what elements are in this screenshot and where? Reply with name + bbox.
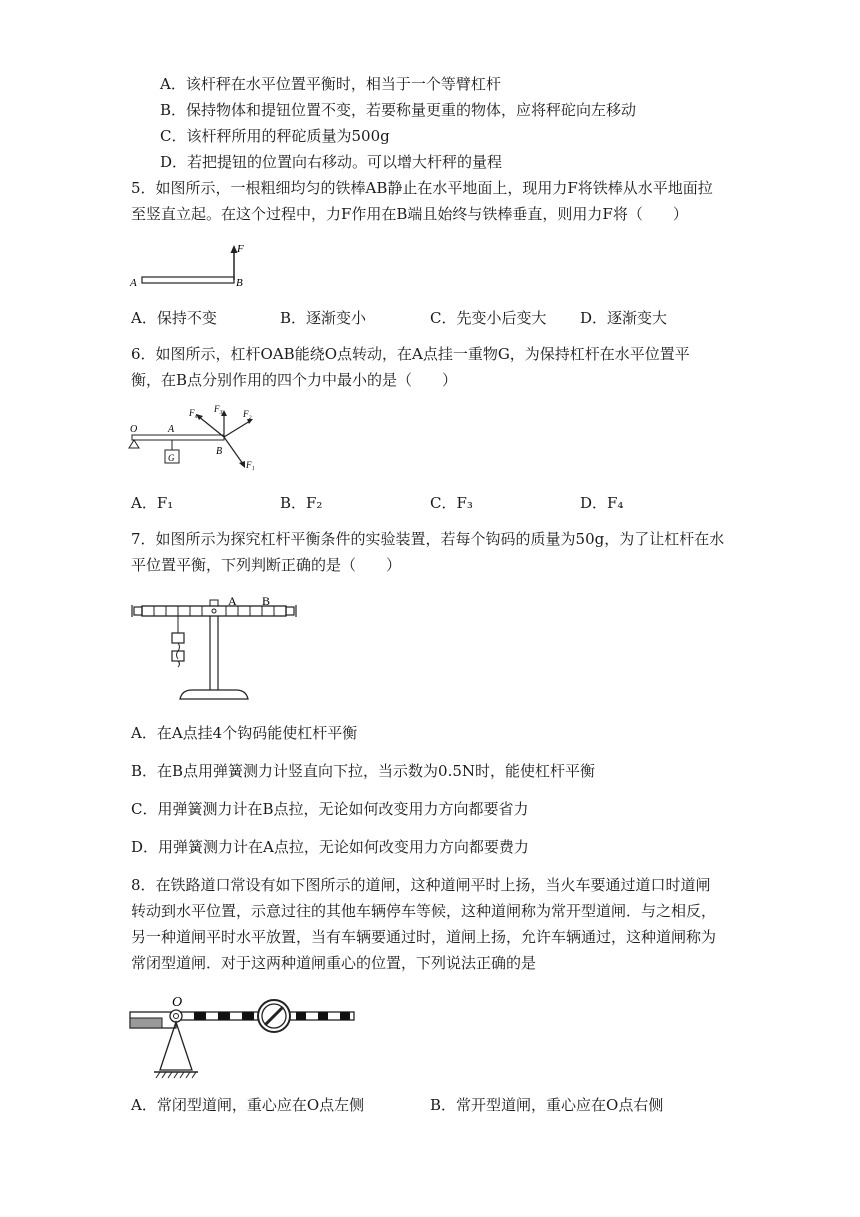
f1-arrowhead (239, 461, 245, 468)
right-balance-nut (286, 607, 294, 615)
q8-option-a: A．常闭型道闸，重心应在O点左侧 (131, 1096, 365, 1114)
pivot-triangle (129, 440, 139, 448)
f1-arrow (224, 437, 243, 464)
q5-option-b: B．逐渐变小 (280, 309, 367, 327)
label-f3: F₃ (214, 404, 223, 414)
q5-stem-line2: 至竖直立起。在这个过程中，力F作用在B端且始终与铁棒垂直，则用力F将（ ） (131, 205, 688, 223)
q8-stem-line1: 8．在铁路道口常设有如下图所示的道闸，这种道闸平时上扬，当火车要通过道口时道闸 (131, 876, 711, 894)
q6-stem-line1: 6．如图所示，杠杆OAB能绕O点转动，在A点挂一重物G，为保持杠杆在水平位置平 (131, 345, 690, 363)
q4-option-b: B．保持物体和提钮位置不变，若要称量更重的物体，应将秤砣向左移动 (160, 101, 637, 119)
q6-stem-line2: 衡，在B点分别作用的四个力中最小的是（ ） (131, 371, 458, 389)
q6-lever-figure (126, 402, 266, 482)
counterweight-block (130, 1018, 162, 1028)
q8-stem-line4: 常闭型道闸．对于这两种道闸重心的位置，下列说法正确的是 (131, 954, 537, 972)
f2-arrowhead (247, 419, 253, 424)
q6-option-d: D．F₄ (580, 494, 624, 512)
q6-option-b: B．F₂ (280, 494, 323, 512)
f4-arrow (198, 416, 224, 437)
q7-stem-line1: 7．如图所示为探究杠杆平衡条件的实验装置，若每个钩码的质量为50g，为了让杠杆在水 (131, 530, 725, 548)
q8-stem-line3: 另一种道闸平时水平放置，当有车辆要通过时，道闸上扬，允许车辆通过，这种道闸称为 (131, 928, 717, 946)
q8-stem-line2: 转动到水平位置，示意过往的其他车辆停车等候，这种道闸称为常开型道闸．与之相反， (131, 902, 717, 920)
q7-stem-line2: 平位置平衡，下列判断正确的是（ ） (131, 556, 402, 574)
lever-bar (132, 435, 224, 440)
beam-ticks (154, 606, 274, 616)
q8-barrier-gate-figure (128, 990, 360, 1082)
q4-option-c: C．该杆秤所用的秤砣质量为500g (160, 127, 390, 145)
hook-weight-2 (172, 651, 184, 661)
q5-stem-line1: 5．如图所示，一根粗细均匀的铁棒AB静止在水平地面上，现用力F将铁棒从水平地面拉 (131, 179, 713, 197)
q5-iron-bar-figure (128, 240, 258, 292)
ground-hatching (156, 1072, 196, 1078)
q5-option-c: C．先变小后变大 (430, 309, 547, 327)
label-f1: F₁ (246, 460, 255, 470)
q5-option-a: A．保持不变 (131, 309, 217, 327)
label-f: F (237, 243, 244, 255)
q4-option-d: D．若把提钮的位置向右移动。可以增大杆秤的量程 (160, 153, 503, 171)
pivot-block (210, 600, 218, 606)
f2-arrow (224, 421, 250, 437)
q4-option-a: A．该杆秤在水平位置平衡时，相当于一个等臂杠杆 (160, 75, 501, 93)
label-o: O (172, 995, 183, 1010)
pivot-center (174, 1014, 179, 1019)
hook-tail (178, 661, 180, 667)
q7-option-b: B．在B点用弹簧测力计竖直向下拉，当示数为0.5N时，能使杠杆平衡 (131, 762, 596, 780)
hook-weight-1 (172, 633, 184, 643)
q7-option-c: C．用弹簧测力计在B点拉，无论如何改变用力方向都要省力 (131, 800, 529, 818)
support-frame (160, 1022, 192, 1070)
q7-option-a: A．在A点挂4个钩码能使杠杆平衡 (131, 724, 358, 742)
label-g: G (168, 453, 175, 463)
q8-option-b: B．常开型道闸，重心应在O点右侧 (430, 1096, 664, 1114)
q6-option-a: A．F₁ (131, 494, 174, 512)
label-b: B (262, 594, 271, 608)
label-f2: F₂ (243, 409, 252, 419)
q5-option-d: D．逐渐变大 (580, 309, 668, 327)
left-balance-nut (134, 607, 142, 615)
label-b: B (236, 277, 243, 289)
label-f4: F₄ (189, 408, 198, 418)
stand-base (180, 690, 248, 699)
iron-bar (142, 277, 234, 283)
label-o: O (130, 424, 138, 435)
label-a: A (168, 424, 175, 435)
label-a: A (228, 594, 237, 608)
pivot-point (212, 609, 216, 613)
q7-lever-experiment-figure (130, 593, 300, 703)
label-b: B (216, 446, 223, 457)
q6-option-c: C．F₃ (430, 494, 473, 512)
q7-option-d: D．用弹簧测力计在A点拉，无论如何改变用力方向都要费力 (131, 838, 529, 856)
label-a: A (130, 277, 137, 289)
